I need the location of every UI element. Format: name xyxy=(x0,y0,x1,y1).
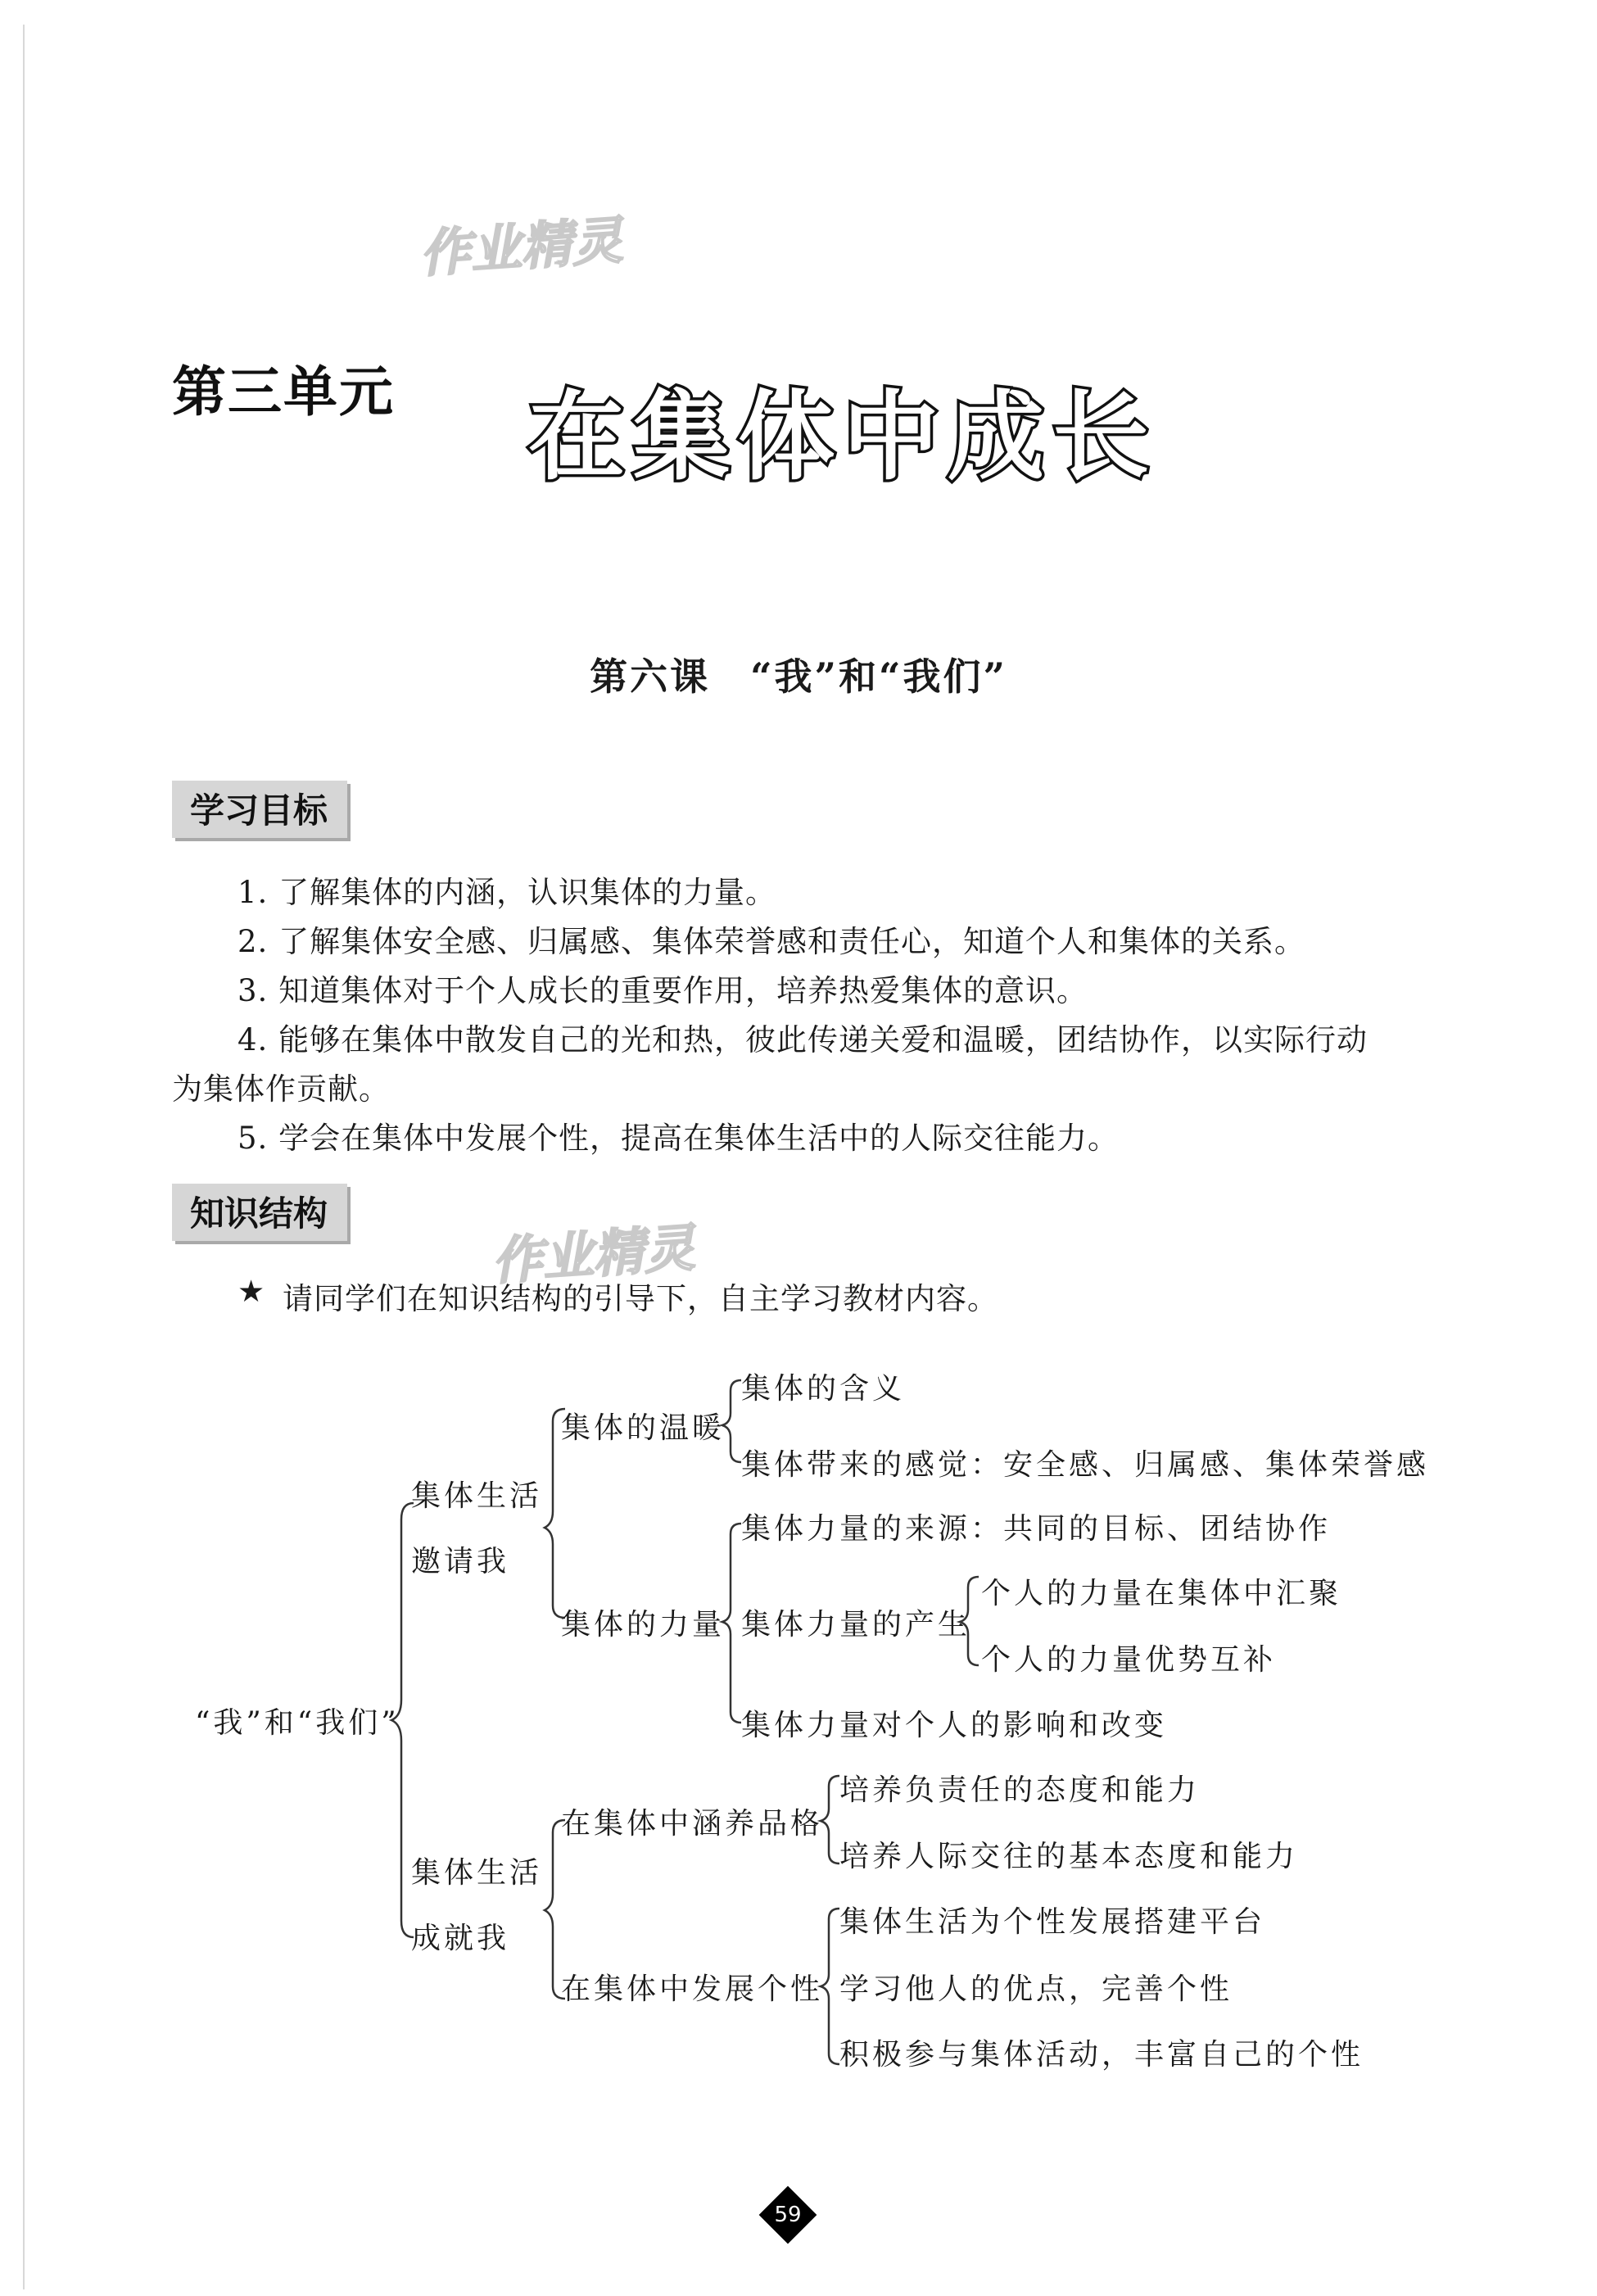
map-branch2-line2: 成就我 xyxy=(411,1922,510,1955)
map-b1a-1: 集体的含义 xyxy=(741,1372,906,1406)
unit-label: 第三单元 xyxy=(172,360,395,423)
page-number: 59 xyxy=(774,2203,802,2227)
map-b2b-3: 积极参与集体活动，丰富自己的个性 xyxy=(839,2038,1364,2072)
objective-item: 1. 了解集体的内涵，认识集体的力量。 xyxy=(238,875,777,910)
map-b2a-1: 培养负责任的态度和能力 xyxy=(839,1773,1201,1807)
map-branch1-line1: 集体生活 xyxy=(411,1479,543,1513)
map-b1b-2: 集体力量的产生 xyxy=(741,1608,971,1642)
map-root: “我”和“我们” xyxy=(195,1706,400,1740)
map-b1a: 集体的温暖 xyxy=(561,1411,726,1445)
map-b2b: 在集体中发展个性 xyxy=(561,1972,824,2006)
map-b1b-2b: 个人的力量优势互补 xyxy=(981,1643,1277,1677)
map-branch1-line2: 邀请我 xyxy=(411,1545,510,1578)
map-b1b-3: 集体力量对个人的影响和改变 xyxy=(741,1709,1168,1742)
objective-item: 3. 知道集体对于个人成长的重要作用，培养热爱集体的意识。 xyxy=(238,973,1088,1008)
map-b2b-1: 集体生活为个性发展搭建平台 xyxy=(839,1905,1266,1939)
map-branch2-line1: 集体生活 xyxy=(411,1856,543,1890)
page-number-badge xyxy=(758,2185,817,2244)
map-b2a: 在集体中涵养品格 xyxy=(561,1807,824,1841)
map-b1a-2: 集体带来的感觉：安全感、归属感、集体荣誉感 xyxy=(741,1448,1430,1482)
objective-item: 5. 学会在集体中发展个性，提高在集体生活中的人际交往能力。 xyxy=(238,1121,1120,1156)
map-b1b: 集体的力量 xyxy=(561,1608,726,1642)
star-icon: ★ xyxy=(238,1274,266,1309)
map-b1b-1: 集体力量的来源：共同的目标、团结协作 xyxy=(741,1512,1332,1546)
structure-instruction: 请同学们在知识结构的引导下，自主学习教材内容。 xyxy=(283,1281,998,1316)
objectives-heading: 学习目标 xyxy=(172,781,347,838)
objective-item-continued: 为集体作贡献。 xyxy=(172,1071,390,1107)
map-b2a-2: 培养人际交往的基本态度和能力 xyxy=(839,1840,1299,1873)
lesson-title: 第六课 “我”和“我们” xyxy=(590,654,1007,699)
watermark-middle: 作业精灵 xyxy=(490,1217,697,1292)
watermark-top: 作业精灵 xyxy=(418,210,625,284)
map-b1b-2a: 个人的力量在集体中汇聚 xyxy=(981,1577,1342,1610)
objective-item: 2. 了解集体安全感、归属感、集体荣誉感和责任心，知道个人和集体的关系。 xyxy=(238,924,1306,959)
structure-heading: 知识结构 xyxy=(172,1184,347,1241)
map-b2b-2: 学习他人的优点，完善个性 xyxy=(839,1972,1233,2006)
unit-title: 在集体中成长 xyxy=(528,380,1158,493)
objective-item: 4. 能够在集体中散发自己的光和热，彼此传递关爱和温暖，团结协作，以实际行动 xyxy=(238,1022,1369,1057)
